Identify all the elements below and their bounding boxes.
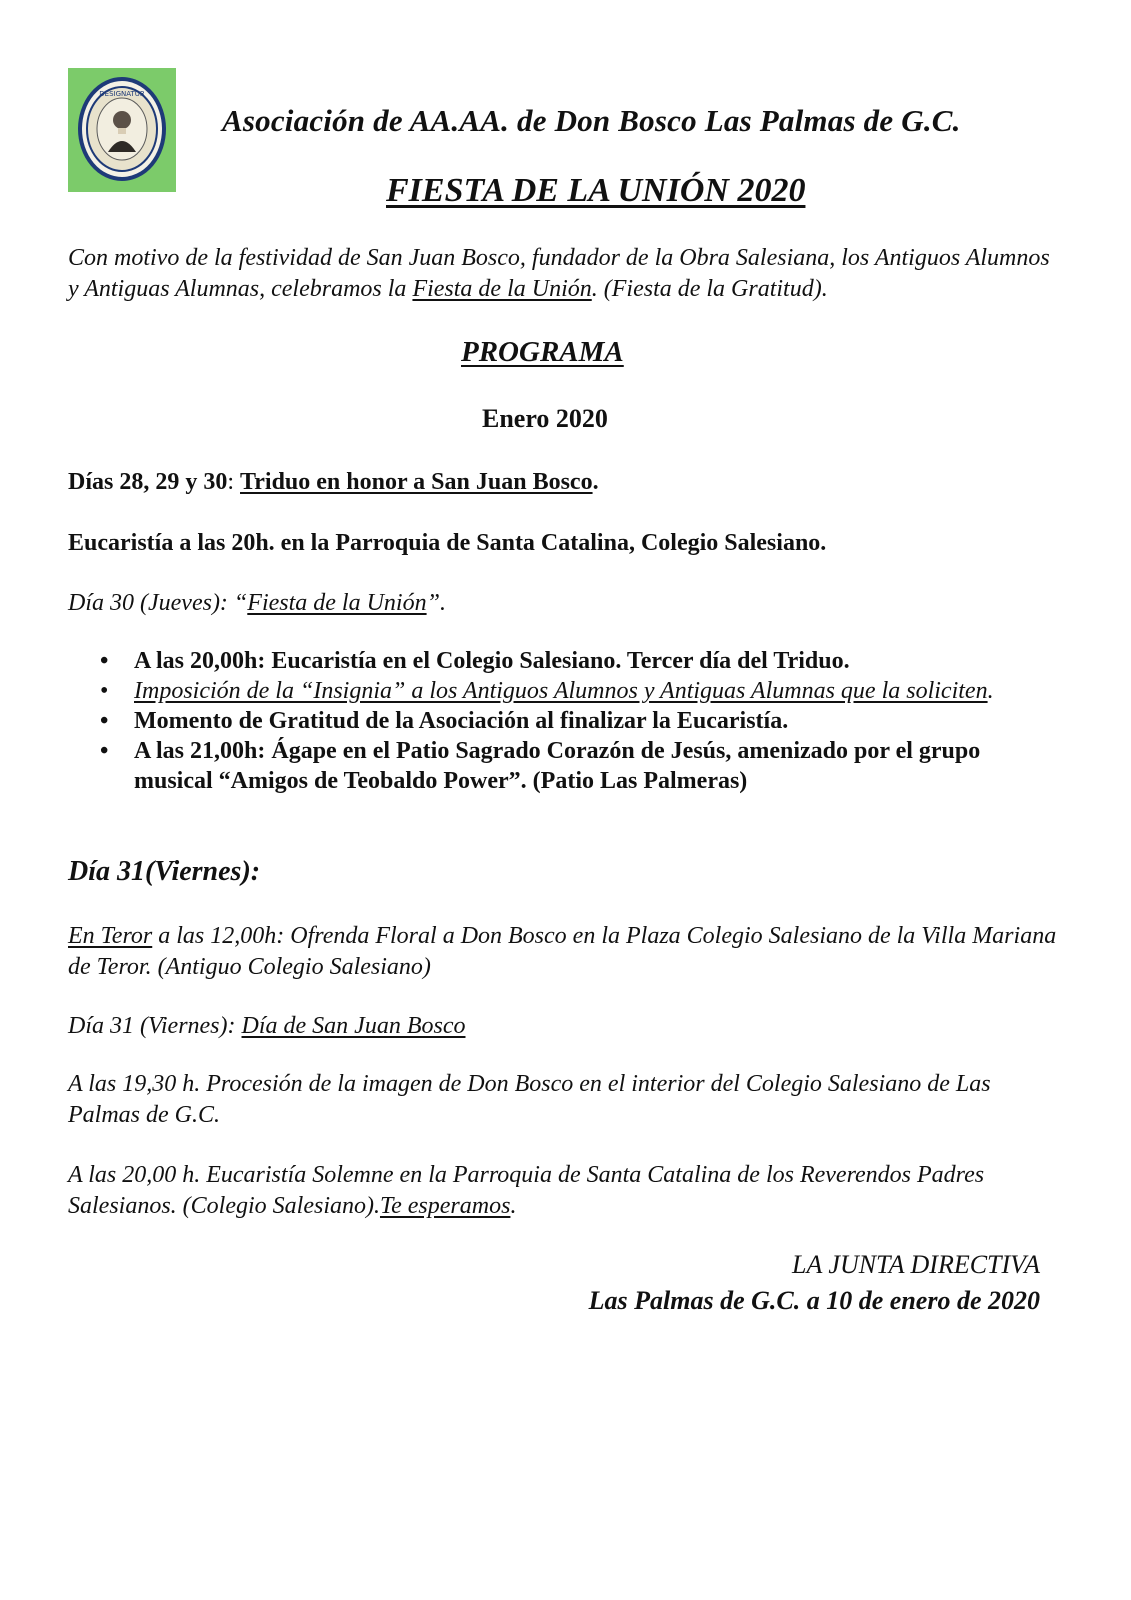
list-item-text: Momento de Gratitud de la Asociación al finalizar la Eucaristía. <box>134 708 789 734</box>
bullet-icon: • <box>100 708 109 734</box>
dia30-fiesta-link: Fiesta de la Unión <box>247 590 427 616</box>
eucaristia-line: Eucaristía a las 20h. en la Parroquia de Santa Catalina, Colegio Salesiano. <box>68 530 827 556</box>
triduo-end: . <box>592 469 599 495</box>
intro-text-end: . (Fiesta de la Gratitud). <box>591 276 828 302</box>
list-item <box>96 646 1056 676</box>
list-item-end: . <box>987 678 994 704</box>
events-list <box>96 646 1056 796</box>
seal-lettering: DESIGNATUR <box>99 90 145 98</box>
teror-text: a las 12,00h: Ofrenda Floral a Don Bosco en la Plaza Colegio Salesiano de la Villa Mariana de Teror. (Antiguo Colegio Salesiano) <box>68 923 1057 980</box>
bullet-icon: • <box>100 738 109 764</box>
month-heading: Enero 2020 <box>482 404 608 433</box>
bullet-icon: • <box>100 648 109 674</box>
page-title: FIESTA DE LA UNIÓN 2020 <box>386 172 806 209</box>
solemne-end: . <box>510 1193 517 1219</box>
te-esperamos-link: Te esperamos <box>379 1193 511 1219</box>
dia31-line <box>68 1011 1058 1042</box>
list-item-text: A las 21,00h: Ágape en el Patio Sagrado Corazón de Jesús, amenizado por el grupo musical “Amigos de Teobaldo Power”. (Patio Las Palmeras) <box>134 738 981 794</box>
solemne-text: A las 20,00 h. Eucaristía Solemne en la Parroquia de Santa Catalina de los Reverendos Padres Salesianos. (Colegio Salesiano). <box>68 1162 985 1219</box>
organization-name: Asociación de AA.AA. de Don Bosco Las Palmas de G.C. <box>222 103 961 138</box>
list-item-text: A las 20,00h: Eucaristía en el Colegio Salesiano. Tercer día del Triduo. <box>134 648 850 674</box>
triduo-sep: : <box>227 469 241 495</box>
dia30-line <box>68 588 1058 619</box>
intro-fiesta-link: Fiesta de la Unión <box>412 276 592 302</box>
dia30-suffix: (Jueves): “ <box>140 590 248 616</box>
dia31-prefix: Día 31 (Viernes): <box>68 1013 242 1039</box>
teror-link: En Teror <box>68 923 153 949</box>
list-item <box>96 706 1056 736</box>
dia31-san-juan-link: Día de San Juan Bosco <box>241 1013 466 1039</box>
triduo-days: Días 28, 29 y 30 <box>68 469 228 495</box>
association-logo <box>68 68 176 192</box>
signature-board: LA JUNTA DIRECTIVA <box>792 1250 1040 1279</box>
solemne-paragraph <box>68 1160 1058 1222</box>
dia30-end: ”. <box>426 590 446 616</box>
teror-paragraph <box>68 921 1058 983</box>
triduo-title: Triduo en honor a San Juan Bosco <box>240 469 593 495</box>
procesion-paragraph: A las 19,30 h. Procesión de la imagen de Don Bosco en el interior del Colegio Salesiano de Las Palmas de G.C. <box>68 1071 991 1128</box>
triduo-line <box>68 467 1058 498</box>
signature-date: Las Palmas de G.C. a 10 de enero de 2020 <box>588 1286 1040 1315</box>
don-bosco-seal-icon <box>68 68 176 192</box>
intro-paragraph <box>68 243 1058 305</box>
intro-text: Con motivo de la festividad de San Juan Bosco, fundador de la Obra Salesiana, los Antiguos Alumnos y Antiguas Alumnas, celebramos la <box>68 245 1050 302</box>
dia31-heading: Día 31(Viernes): <box>68 856 261 887</box>
list-item-text: Imposición de la “Insignia” a los Antiguos Alumnos y Antiguas Alumnas que la soliciten <box>134 678 988 704</box>
dia30-prefix: Día 30 <box>68 590 140 616</box>
bullet-icon: • <box>100 678 109 704</box>
programa-heading: PROGRAMA <box>461 336 624 368</box>
list-item <box>96 676 1056 706</box>
list-item <box>96 736 1056 796</box>
